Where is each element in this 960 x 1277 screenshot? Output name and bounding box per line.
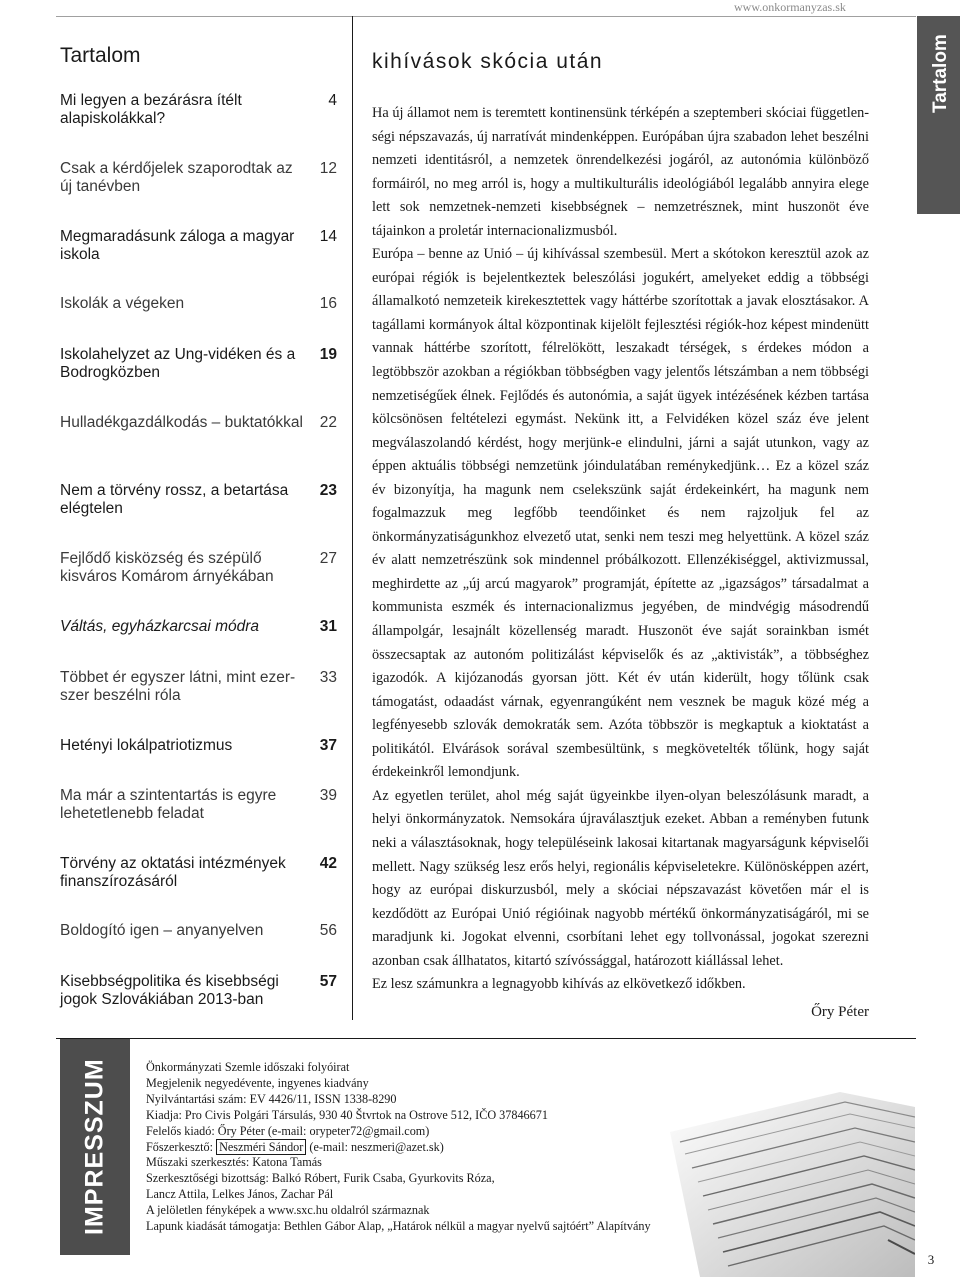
editor-prefix: Főszerkesztő: xyxy=(146,1139,217,1154)
toc-entry-title: Iskolahelyzet az Ung-vidéken és a Bodrogközben xyxy=(60,346,296,381)
impresszum-line: Szerkesztőségi bizottság: Balkó Róbert, Furik Csaba, Gyurkovits Róza, xyxy=(146,1171,495,1186)
article-body xyxy=(372,102,869,997)
article-paragraph: Európa – benne az Unió – új kihívással szembesül. Mert a skótokon keresztül azok az európai régiók is bejelentkeztek beleszólási jogukért, amelyeket eddig a többségi államalkotó nemzeteik kirekesztettek vagy háttérbe szorítottak a javak elosztásakor. A tagállami kormányok által központinak kijelölt fejlesztési régiók-hoz képest mindenütt vannak háttérbe szorított, félrelökött, leszakadt térségek, s érdekes módon a legtöbbször azokban a régiókban többségben vagy jelentős létszámban a nem többségi nemzetiségűek élnek. Fejlődés és autonómia, a saját ügyek intézésének kézben tartása kölcsönösen feltételezi egymást. Nekünk itt, a Felvidéken közel száz éve jelent megválaszolandó kérdést, hogy merjünk-e elindulni, járni a saját utunkon, vagy az éppen aktuális többségi nemzetünk jóindulatában reménykedjünk… Ez a közel száz év bizonyítja, ha magunk nem cselekszünk saját érdekeinkért, ha magunk nem fogalmazzuk meg legfőbb teendőinket és nem rajzoljuk fel az önkormányzatiságunkhoz elvezető utat, senki nem teszi meg helyettünk. A közel száz év alatt nemzetrészünk sok mindennel próbálkozott. Ellenzékiséggel, aktivizmussal, meghirdette az „új arcú magyarok” programját, építette az „igazságos” társadalmat a kommunista eszmék és internacionalizmus jegyében, de mindvégig másodrendű állampolgár, lesajnált közellenség maradt. Huszonöt éve saját sorainkban ismét összecsaptak az autonóm politizálást képviselők és az „aktivisták”, a többséghez igazodók. A kijózanodás gyorsan jött. Két év után kiderült, hogy tőlünk csak támogatást, odaadást várnak, egyenrangúként nem vesznek be maguk közé még a legfényesebb szlovák demokraták sem. Azóta többször is megkaptuk a kioktatást a politikától. Elvárások sorával szembesültünk, s megkövetelték tőlünk, hogy saját érdekeinkről lemondjunk. xyxy=(372,246,869,781)
toc-entry-page: 12 xyxy=(319,160,337,177)
article-paragraph: Az egyetlen terület, ahol még saját ügyeinkbe ilyen-olyan beleszólásunk maradt, a helyi önkormányzatok. Nemsokára újraválasztjuk ezeket. Abban a reményben futunk neki a választásoknak, hogy településeink lakosai kitartanak magyarságunk képviselői mellett. Nagy szükség lesz erős helyi, regionális képviseletekre. Különösképpen azért, hogy az európai diskurzusból, mely a skóciai népszavazást követően már el is kezdődött az Európai Unió régióinak nagyobb mértékű önkormányzatiságáról, mi se maradjunk ki. Jogokat elvenni, csorbítani lehet egy tollvonással, jogokat szerezni azonban csak állhatatos, kitartó szívóssággal, határozott kiállással lehet. xyxy=(372,787,869,969)
impresszum-line: Lapunk kiadását támogatja: Bethlen Gábor Alap, „Határok nélkül a magyar nyelvű sajtóért” Alapítvány xyxy=(146,1219,651,1234)
toc-entry-page: 23 xyxy=(319,482,337,499)
toc-entry-title: Hetényi lokálpatriotizmus xyxy=(60,737,233,754)
toc-entry-title: Iskolák a végeken xyxy=(60,295,185,312)
impresszum-line: Műszaki szerkesztés: Katona Tamás xyxy=(146,1155,322,1170)
toc-entry-page: 19 xyxy=(319,346,337,363)
column-divider xyxy=(352,16,353,1020)
impresszum-line: A jelöletlen fényképek a www.sxc.hu oldalról származnak xyxy=(146,1203,430,1218)
editor-name: Neszméri Sándor xyxy=(216,1139,306,1155)
impresszum-line: Kiadja: Pro Civis Polgári Társulás, 930 40 Štvrtok na Ostrove 512, IČO 37846671 xyxy=(146,1107,548,1122)
toc-entry-title: Kisebbségpolitika és kisebbségi jogok Szlovákiában 2013-ban xyxy=(60,973,279,1008)
toc-entry-page: 22 xyxy=(319,414,337,431)
toc-entry-title: Fejlődő kisközség és szépülő kisváros Komárom árnyékában xyxy=(60,550,274,585)
toc-entry-page: 4 xyxy=(328,92,337,109)
toc-entry-title: Boldogító igen – anyanyelven xyxy=(60,922,264,939)
article-paragraph: Ha új államot nem is teremtett kontinensünk térképén a szeptemberi skóciai független-ségi népszavazás, új narratívát mindenképpen. Európában újra szabadon lehet beszélni nemzeti identitásról, a nemzetek önrendelkezési jogáról, az autonómia különböző formáiról, no meg arról is, hogy a multikulturális ideológiából legalább annyira elege lett sok nemzetnek-nemzeti kisebbségnek – nemzetrésznek, mint huszonöt éve tájainkon a proletár internacionalizmusból. xyxy=(372,105,869,239)
impresszum-label: IMPRESSZUM xyxy=(80,1058,109,1236)
page-number: 3 xyxy=(927,1252,935,1267)
top-rule xyxy=(56,16,916,17)
toc-entry-title: Ma már a szintentartás is egyre lehetetlenebb feladat xyxy=(60,787,277,822)
side-tab-label: Tartalom xyxy=(930,34,951,114)
article-title: kihívások skócia után xyxy=(372,50,604,73)
article-paragraph: Ez lesz számunkra a legnagyobb kihívás az elkövetkező időkben. xyxy=(372,976,746,993)
impresszum-line: Önkormányzati Szemle időszaki folyóirat xyxy=(146,1060,350,1074)
editor-suffix: (e-mail: neszmeri@azet.sk) xyxy=(306,1139,444,1154)
toc-entry-title: Megmaradásunk záloga a magyar iskola xyxy=(60,228,295,263)
toc-entry-page: 33 xyxy=(319,669,337,686)
toc-entry-title: Többet ér egyszer látni, mint ezer-szer beszélni róla xyxy=(60,669,296,704)
toc-entry-page: 16 xyxy=(319,295,337,312)
toc-entry-title: Törvény az oktatási intézmények finanszírozásáról xyxy=(60,855,286,890)
toc-entry-page: 57 xyxy=(319,973,337,990)
toc-entry-page: 39 xyxy=(319,787,337,804)
toc-title: Tartalom xyxy=(60,44,141,67)
article-signature: Őry Péter xyxy=(811,1004,869,1020)
impresszum-text xyxy=(146,1060,706,1235)
toc-entry-page: 14 xyxy=(319,228,337,245)
impresszum-line: Nyilvántartási szám: EV 4426/11, ISSN 1338-8290 xyxy=(146,1091,397,1106)
impresszum-line: Megjelenik negyedévente, ingyenes kiadvány xyxy=(146,1075,369,1090)
toc-entry-page: 42 xyxy=(319,855,337,872)
toc-entry-page: 27 xyxy=(319,550,337,567)
toc-entry-title: Váltás, egyházkarcsai módra xyxy=(60,618,260,635)
toc-entry-page: 37 xyxy=(319,737,337,754)
toc-entry-title: Nem a törvény rossz, a betartása elégtelen xyxy=(60,482,289,517)
impresszum-line: Lancz Attila, Lelkes János, Zachar Pál xyxy=(146,1187,334,1202)
toc-entry-page: 31 xyxy=(319,618,337,635)
toc-entry-title: Csak a kérdőjelek szaporodtak az új tanévben xyxy=(60,160,293,195)
editor-line xyxy=(146,1140,706,1156)
impresszum-rule xyxy=(56,1038,916,1039)
toc-entry-page: 56 xyxy=(319,922,337,939)
site-url: www.onkormanyzas.sk xyxy=(734,0,846,14)
impresszum-line: Felelős kiadó: Őry Péter (e-mail: orypeter72@gmail.com) xyxy=(146,1123,430,1138)
toc-entry-title: Mi legyen a bezárásra ítélt alapiskolákkal? xyxy=(60,92,242,127)
toc-entry-title: Hulladékgazdálkodás – buktatókkal xyxy=(60,414,303,431)
